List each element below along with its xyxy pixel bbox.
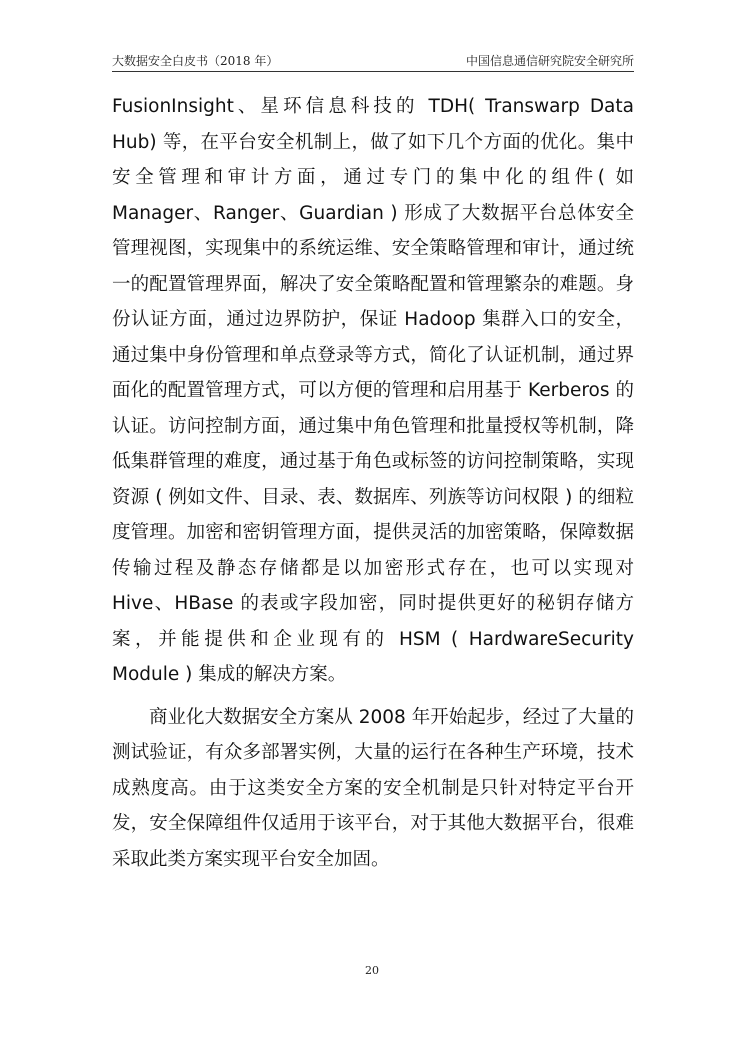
paragraph-platform-security: FusionInsight、星环信息科技的 TDH( Transwarp Data Hub) 等，在平台安全机制上，做了如下几个方面的优化。集中安全管理和审计方面，通过专门的集中化的组件( 如 Manager、Ranger、Guardian ) 形成了大数据平台总体安全管理视图，实现集中的系统运维、安全策略管理和审计，通过统一的配置管理界面，解决了安全策略配置和管理繁杂的难题。身份认证方面，通过边界防护，保证 Hadoop 集群入口的安全，通过集中身份管理和单点登录等方式，简化了认证机制，通过界面化的配置管理方式，可以方便的管理和启用基于 Kerberos 的认证。访问控制方面，通过集中角色管理和批量授权等机制，降低集群管理的难度，通过基于角色或标签的访问控制策略，实现资源 ( 例如文件、目录、表、数据库、列族等访问权限 ) 的细粒度管理。加密和密钥管理方面，提供灵活的加密策略，保障数据传输过程及静态存储都是以加密形式存在，也可以实现对 Hive、HBase 的表或字段加密，同时提供更好的秘钥存储方案，并能提供和企业现有的 HSM ( HardwareSecurity Module ) 集成的解决方案。 bbox=[112, 96, 634, 685]
header-organization: 中国信息通信研究院安全研究所 bbox=[465, 54, 634, 68]
running-header bbox=[112, 53, 634, 69]
page-number: 20 bbox=[365, 964, 379, 977]
header-document-title: 大数据安全白皮书（2018 年） bbox=[112, 54, 279, 68]
page-body bbox=[112, 89, 634, 877]
paragraph-commercial-solutions: 商业化大数据安全方案从 2008 年开始起步，经过了大量的测试验证，有众多部署实例，大量的运行在各种生产环境，技术成熟度高。由于这类安全方案的安全机制是只针对特定平台开发，安全保障组件仅适用于该平台，对于其他大数据平台，很难采取此类方案实现平台安全加固。 bbox=[112, 706, 634, 870]
header-divider bbox=[112, 71, 634, 72]
